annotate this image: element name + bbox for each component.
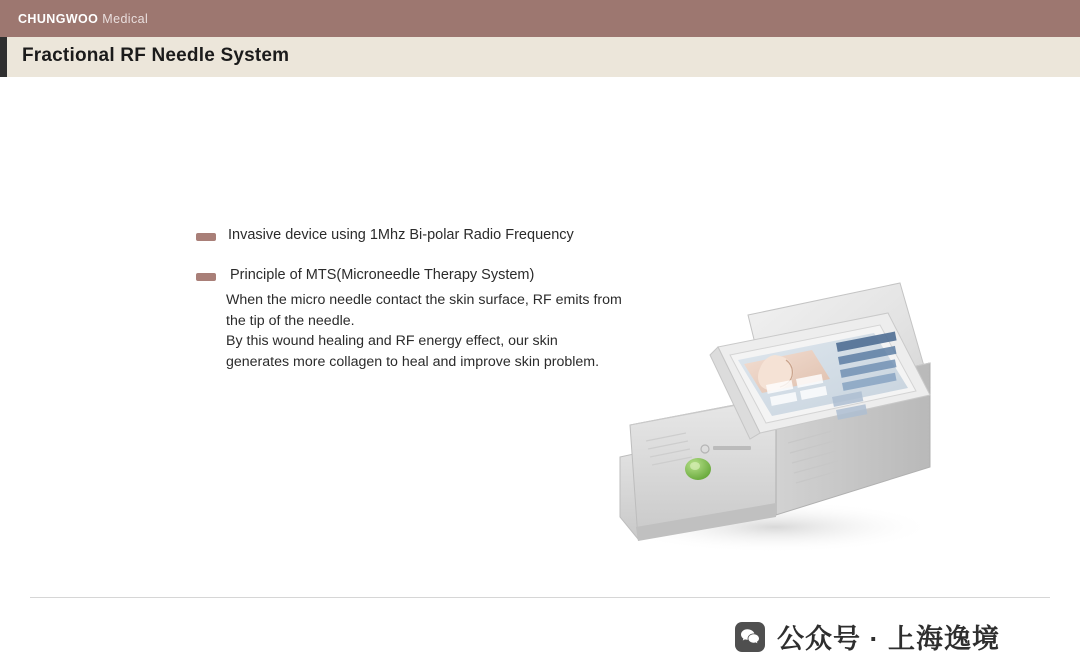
title-band [0,37,1080,77]
brand-suffix: Medical [102,11,149,26]
title-accent-bar [0,37,7,77]
bullet-list [196,225,666,380]
brand-logo [18,12,148,26]
page-title: Fractional RF Needle System [22,45,290,66]
list-item [196,265,666,372]
dash-bullet-icon [196,273,216,281]
paragraph-line: By this wound healing and RF energy effect, our skin [226,333,558,350]
dash-bullet-icon [196,233,216,241]
watermark-text: 公众号 · 上海逸境 [777,624,1000,654]
bottom-divider [30,597,1050,598]
paragraph-line: When the micro needle contact the skin surface, RF emits from [226,292,622,308]
slide-content [0,77,1080,654]
paragraph-line: generates more collagen to heal and improve skin problem. [226,353,600,370]
brand-bar [0,0,1080,37]
paragraph-line: the tip of the needle. [226,312,355,329]
wechat-icon [735,622,765,652]
list-item [196,225,666,245]
watermark [735,617,1000,656]
brand-name: CHUNGWOO [18,11,99,26]
device-illustration [600,227,940,557]
bullet-text: Principle of MTS(Microneedle Therapy System) [230,267,535,283]
bullet-text: Invasive device using 1Mhz Bi-polar Radio Frequency [228,227,574,243]
